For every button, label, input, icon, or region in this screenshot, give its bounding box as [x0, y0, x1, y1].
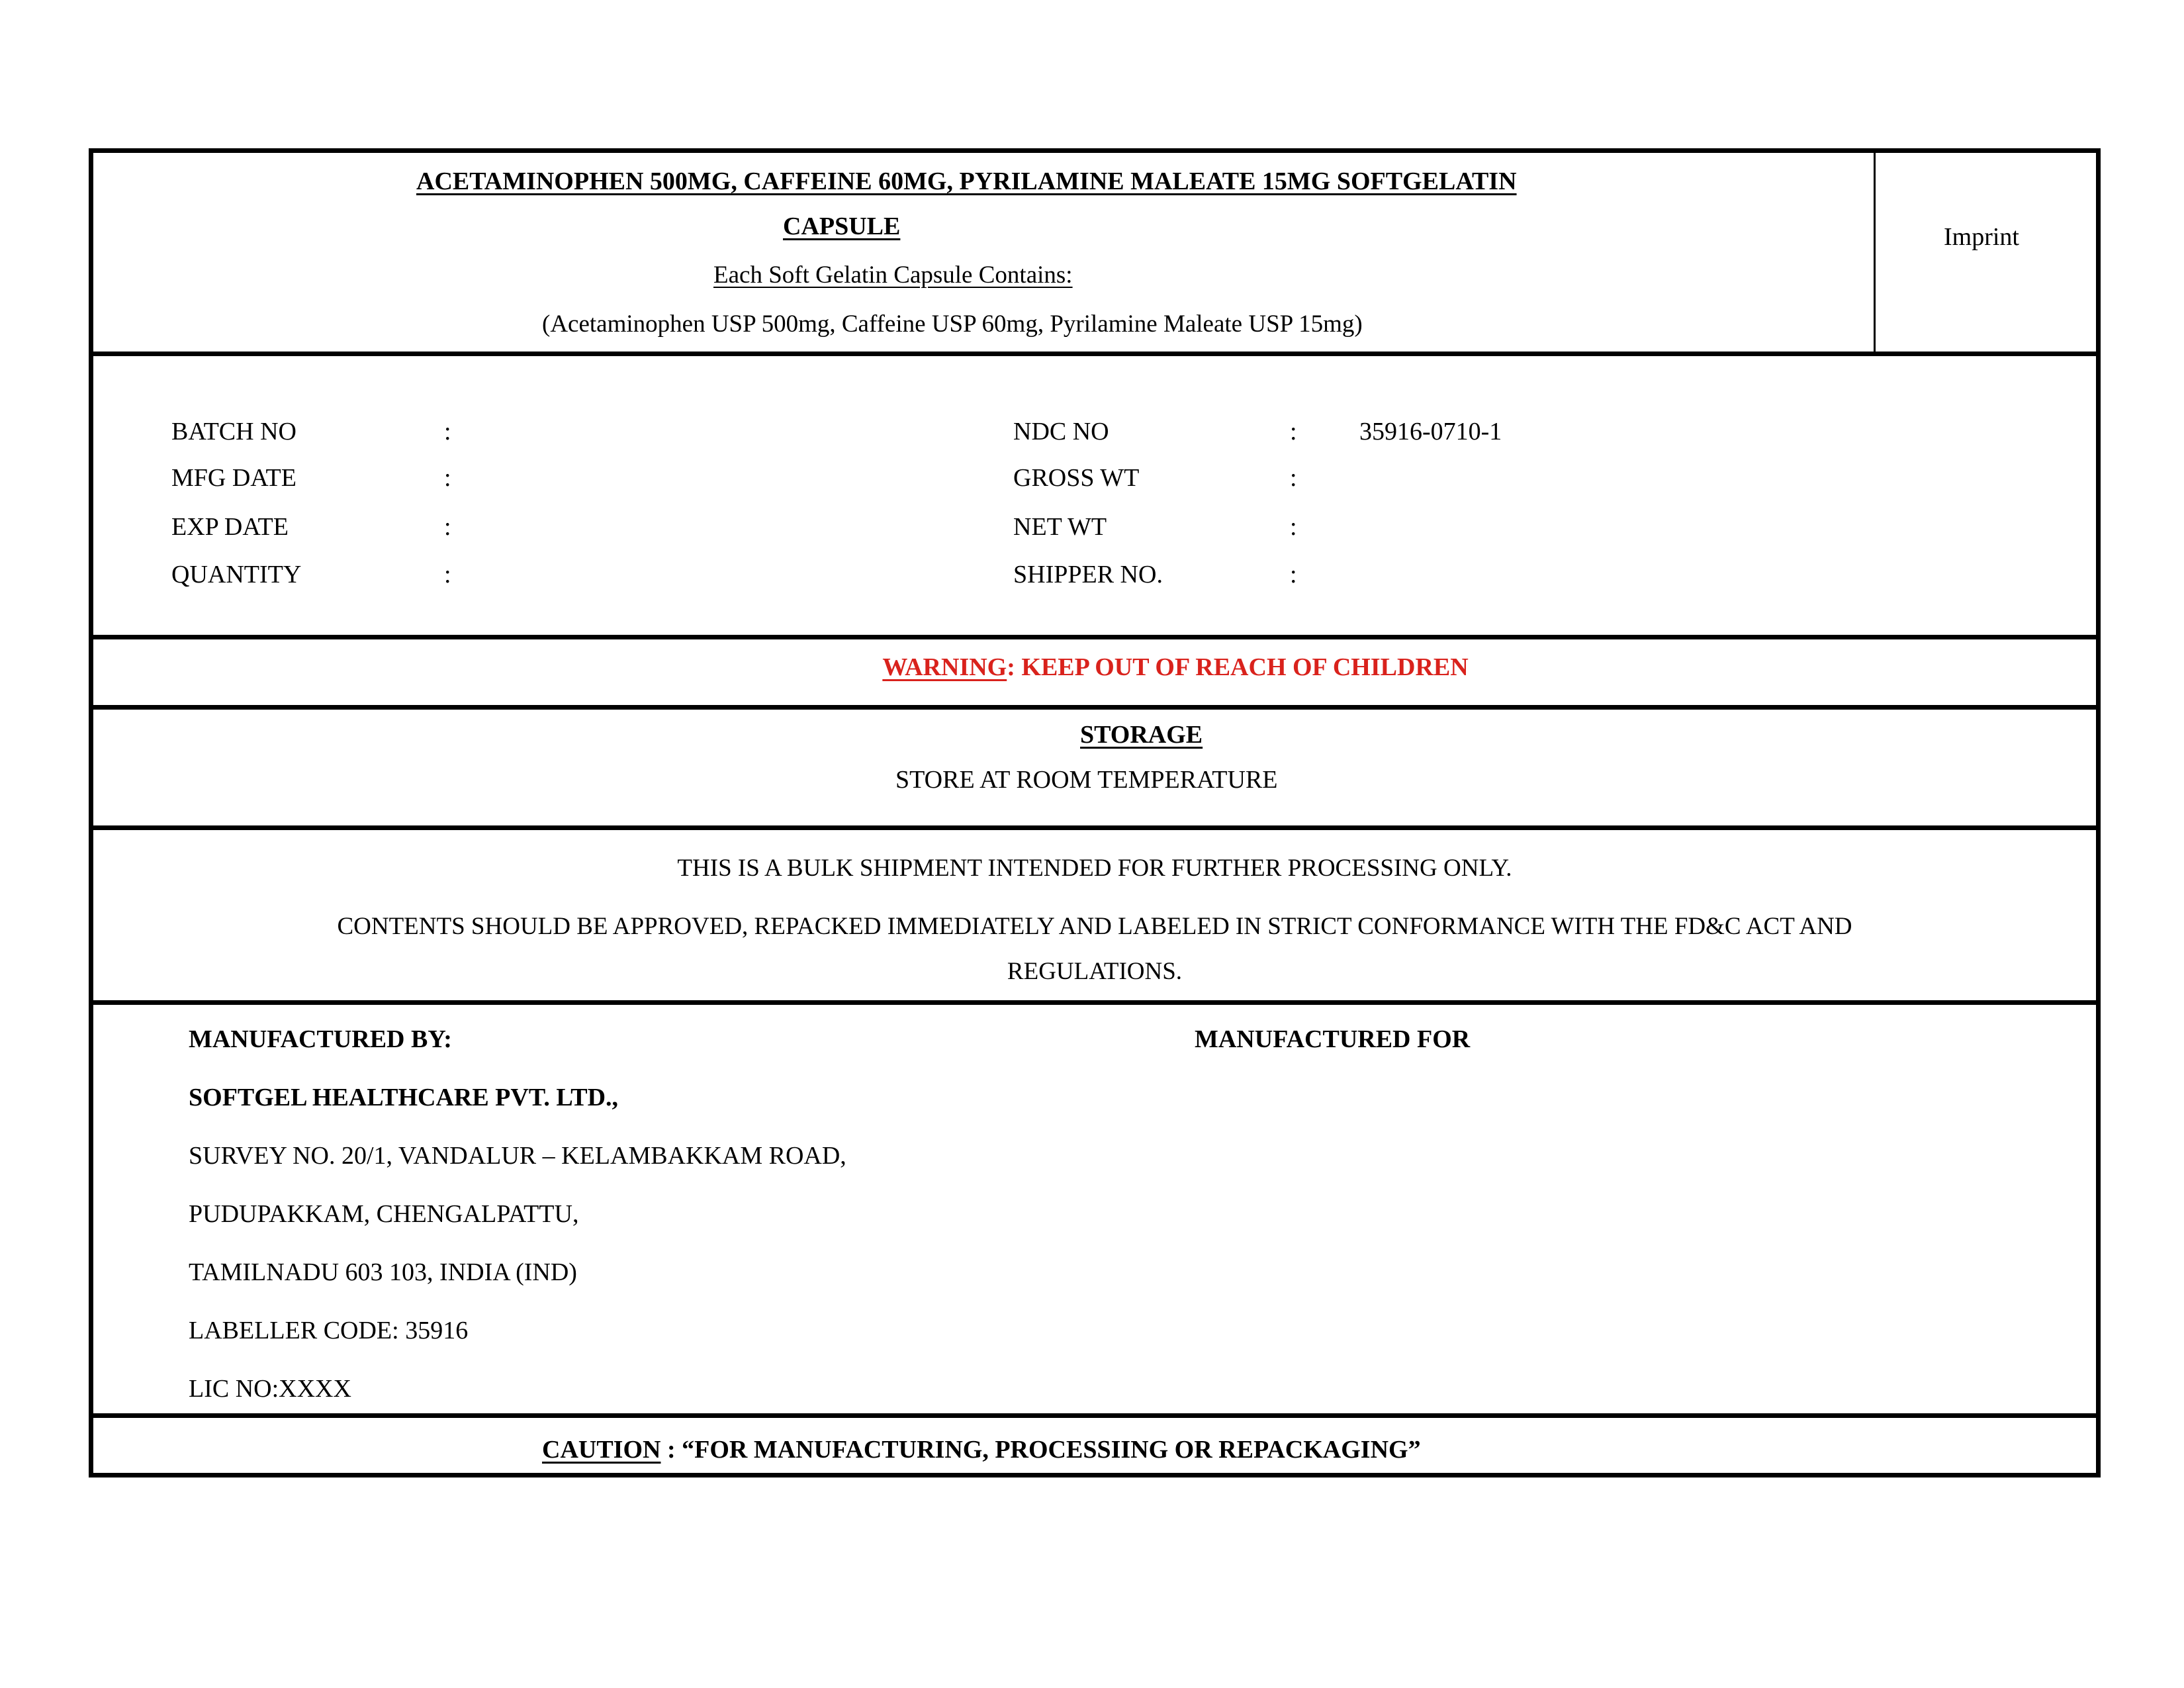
storage-text: STORE AT ROOM TEMPERATURE	[895, 766, 1278, 794]
license-number: LIC NO:XXXX	[189, 1375, 351, 1403]
gross-wt-label: GROSS WT	[1013, 464, 1140, 492]
exp-date-colon: :	[444, 513, 451, 541]
mfg-date-label: MFG DATE	[171, 464, 296, 492]
warning-keyword: WARNING	[882, 653, 1007, 681]
labeller-code: LABELLER CODE: 35916	[189, 1317, 469, 1344]
caution-line	[542, 1437, 1421, 1462]
divider-5	[93, 1000, 2096, 1005]
divider-1	[93, 352, 2096, 356]
divider-4	[93, 825, 2096, 830]
caution-text: : “FOR MANUFACTURING, PROCESSIING OR REPACKAGING”	[660, 1436, 1421, 1464]
contains-label: Each Soft Gelatin Capsule Contains:	[713, 261, 1073, 289]
address-line-2: PUDUPAKKAM, CHENGALPATTU,	[189, 1200, 579, 1228]
imprint-divider	[1874, 153, 1876, 353]
shipper-no-label: SHIPPER NO.	[1013, 561, 1163, 588]
imprint-label: Imprint	[1944, 223, 2019, 251]
address-line-3: TAMILNADU 603 103, INDIA (IND)	[189, 1258, 577, 1286]
bulk-notice-line2: CONTENTS SHOULD BE APPROVED, REPACKED IMMEDIATELY AND LABELED IN STRICT CONFORMANCE WITH THE FD&C ACT AND	[337, 913, 1852, 940]
manufacturer-name: SOFTGEL HEALTHCARE PVT. LTD.,	[189, 1084, 619, 1111]
product-title-line2: CAPSULE	[783, 212, 901, 240]
caution-keyword: CAUTION	[542, 1436, 661, 1464]
product-title-line1: ACETAMINOPHEN 500MG, CAFFEINE 60MG, PYRILAMINE MALEATE 15MG SOFTGELATIN	[416, 167, 1517, 195]
gross-wt-colon: :	[1290, 464, 1297, 492]
ndc-no-value: 35916-0710-1	[1359, 418, 1502, 445]
net-wt-colon: :	[1290, 513, 1297, 541]
divider-6	[93, 1413, 2096, 1418]
address-line-1: SURVEY NO. 20/1, VANDALUR – KELAMBAKKAM ROAD,	[189, 1142, 846, 1170]
composition-text: (Acetaminophen USP 500mg, Caffeine USP 60mg, Pyrilamine Maleate USP 15mg)	[542, 310, 1363, 338]
divider-3	[93, 705, 2096, 710]
ndc-no-colon: :	[1290, 418, 1297, 445]
ndc-no-label: NDC NO	[1013, 418, 1109, 445]
quantity-label: QUANTITY	[171, 561, 302, 588]
warning-text: : KEEP OUT OF REACH OF CHILDREN	[1007, 653, 1469, 681]
batch-no-label: BATCH NO	[171, 418, 296, 445]
divider-2	[93, 635, 2096, 639]
product-label	[89, 148, 2101, 1477]
batch-no-colon: :	[444, 418, 451, 445]
exp-date-label: EXP DATE	[171, 513, 289, 541]
bulk-notice-line3: REGULATIONS.	[1007, 958, 1183, 985]
bulk-notice-line1: THIS IS A BULK SHIPMENT INTENDED FOR FURTHER PROCESSING ONLY.	[677, 855, 1512, 882]
shipper-no-colon: :	[1290, 561, 1297, 588]
net-wt-label: NET WT	[1013, 513, 1107, 541]
storage-heading: STORAGE	[1080, 721, 1203, 749]
warning-line	[93, 655, 2096, 680]
manufactured-for-heading: MANUFACTURED FOR	[1195, 1025, 1471, 1053]
quantity-colon: :	[444, 561, 451, 588]
mfg-date-colon: :	[444, 464, 451, 492]
manufactured-by-heading: MANUFACTURED BY:	[189, 1025, 452, 1053]
